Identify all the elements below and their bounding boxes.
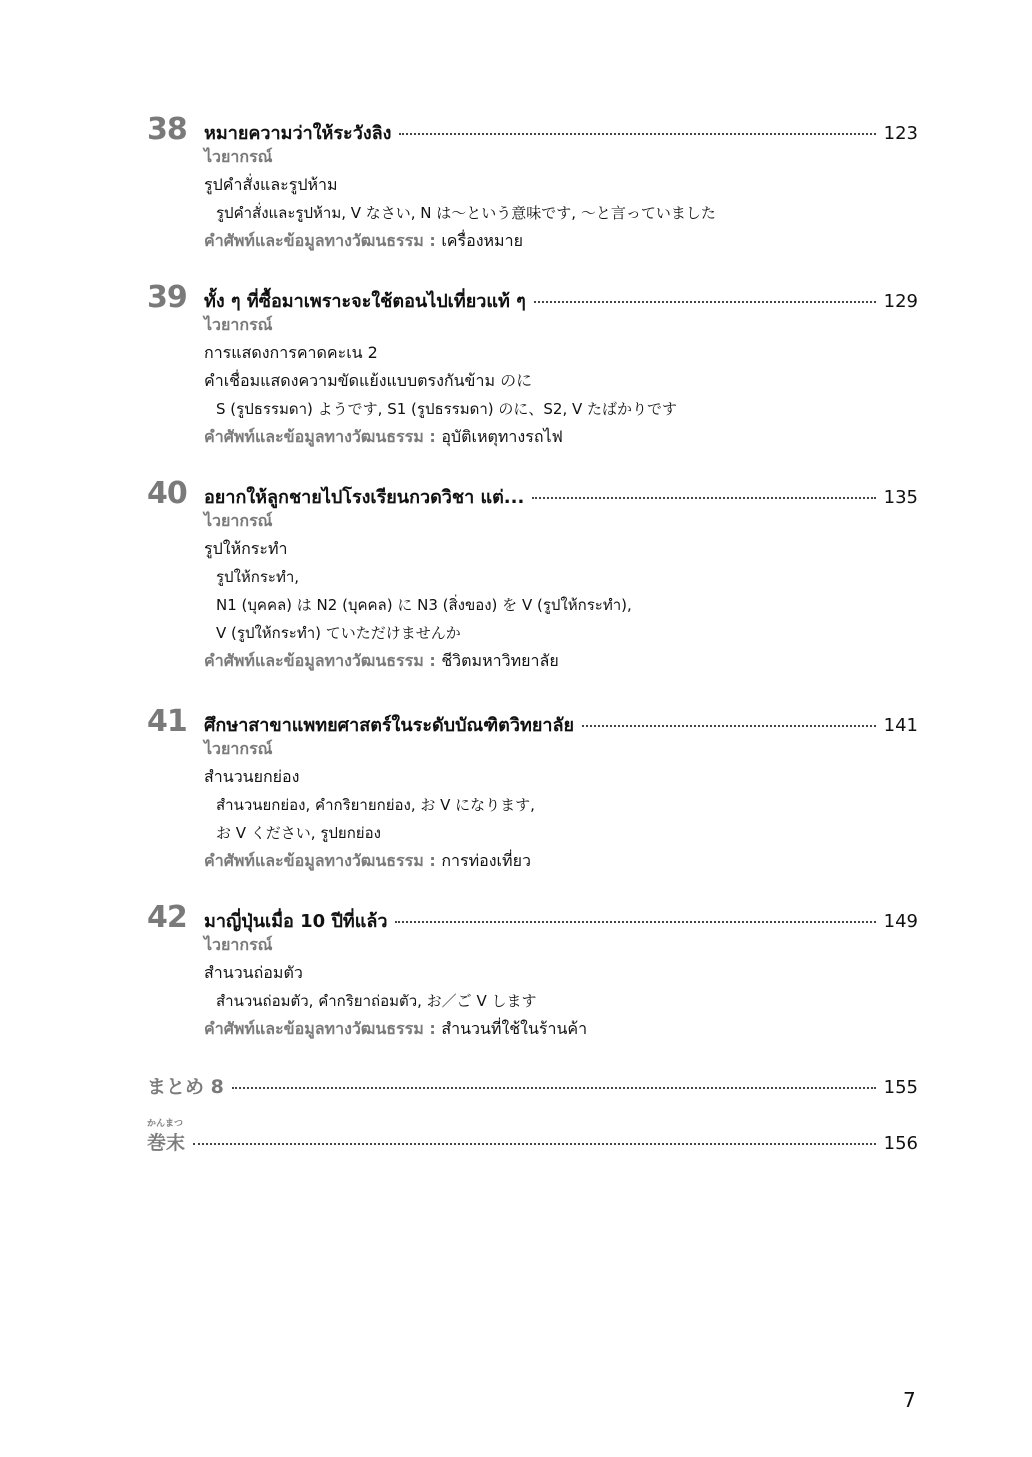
grammar-detail: お V ください, รูปยกย่อง bbox=[216, 824, 381, 842]
vocab-label: คำศัพท์และข้อมูลทางวัฒนธรรม : bbox=[204, 851, 442, 870]
vocab-label: คำศัพท์และข้อมูลทางวัฒนธรรม : bbox=[204, 231, 442, 250]
dot-leader bbox=[534, 300, 876, 303]
dot-leader bbox=[582, 724, 876, 727]
page-number: 123 bbox=[883, 123, 918, 144]
page-number: 149 bbox=[883, 911, 918, 932]
grammar-topic: รูปให้กระทำ bbox=[204, 539, 288, 558]
vocab-line bbox=[204, 426, 563, 448]
appendix-row[interactable] bbox=[147, 1119, 918, 1158]
lesson-number: 38 bbox=[147, 112, 187, 147]
vocab-value: อุบัติเหตุทางรถไฟ bbox=[441, 427, 563, 446]
grammar-topic: การแสดงการคาดคะเน 2 bbox=[204, 343, 378, 362]
dot-leader bbox=[395, 920, 875, 923]
summary-row[interactable] bbox=[147, 1072, 918, 1102]
grammar-heading: ไวยากรณ์ bbox=[204, 935, 273, 954]
lesson-title[interactable]: หมายความว่าให้ระวังลิง bbox=[204, 123, 392, 144]
grammar-detail: S (รูปธรรมดา) ようです, S1 (รูปธรรมดา) のに、S2, V たばかりです bbox=[216, 400, 678, 418]
grammar-topic: สำนวนถ่อมตัว bbox=[204, 963, 303, 982]
vocab-line bbox=[204, 850, 531, 872]
lesson-number: 39 bbox=[147, 280, 187, 315]
dot-leader bbox=[232, 1086, 876, 1089]
lesson-number: 40 bbox=[147, 476, 187, 511]
summary-label[interactable]: まとめ 8 bbox=[147, 1076, 224, 1098]
page-number: 155 bbox=[883, 1077, 918, 1098]
lesson-title-row[interactable] bbox=[204, 118, 918, 146]
lesson-number: 42 bbox=[147, 900, 187, 935]
grammar-heading: ไวยากรณ์ bbox=[204, 739, 273, 758]
vocab-line bbox=[204, 650, 559, 672]
dot-leader bbox=[193, 1142, 876, 1145]
appendix-label-wrap[interactable] bbox=[147, 1119, 186, 1155]
grammar-heading: ไวยากรณ์ bbox=[204, 147, 273, 166]
vocab-value: การท่องเที่ยว bbox=[441, 851, 531, 870]
vocab-label: คำศัพท์และข้อมูลทางวัฒนธรรม : bbox=[204, 1019, 442, 1038]
page-number: 129 bbox=[883, 291, 918, 312]
vocab-value: ชีวิตมหาวิทยาลัย bbox=[441, 651, 559, 670]
grammar-topic: รูปคำสั่งและรูปห้าม bbox=[204, 175, 338, 194]
lesson-title-row[interactable] bbox=[204, 710, 918, 738]
vocab-value: เครื่องหมาย bbox=[441, 231, 523, 250]
grammar-detail: สำนวนถ่อมตัว, คำกริยาถ่อมตัว, お／ご V します bbox=[216, 992, 537, 1010]
lesson-title[interactable]: อยากให้ลูกชายไปโรงเรียนกวดวิชา แต่... bbox=[204, 487, 525, 508]
lesson-title-row[interactable] bbox=[204, 906, 918, 934]
vocab-line bbox=[204, 230, 523, 252]
footer-page-number: 7 bbox=[903, 1388, 916, 1412]
dot-leader bbox=[532, 496, 875, 499]
grammar-detail: V (รูปให้กระทำ) ていただけませんか bbox=[216, 624, 461, 642]
lesson-title[interactable]: ศึกษาสาขาแพทยศาสตร์ในระดับบัณฑิตวิทยาลัย bbox=[204, 715, 575, 736]
grammar-detail: รูปให้กระทำ, bbox=[216, 568, 300, 586]
grammar-topic: คำเชื่อมแสดงความขัดแย้งแบบตรงกันข้าม のに bbox=[204, 371, 533, 390]
lesson-title-row[interactable] bbox=[204, 482, 918, 510]
appendix-label[interactable]: 巻末 bbox=[147, 1132, 186, 1154]
lesson-title[interactable]: ทั้ง ๆ ที่ซื้อมาเพราะจะใช้ตอนไปเที่ยวแท้ ๆ bbox=[204, 291, 526, 312]
grammar-topic: สำนวนยกย่อง bbox=[204, 767, 300, 786]
vocab-line bbox=[204, 1018, 587, 1040]
dot-leader bbox=[399, 132, 875, 135]
page-number: 141 bbox=[883, 715, 918, 736]
lesson-title-row[interactable] bbox=[204, 286, 918, 314]
vocab-value: สำนวนที่ใช้ในร้านค้า bbox=[441, 1019, 588, 1038]
appendix-ruby: かんまつ bbox=[147, 1119, 184, 1129]
grammar-detail: N1 (บุคคล) は N2 (บุคคล) に N3 (สิ่งของ) を V (รูปให้กระทำ), bbox=[216, 596, 632, 614]
grammar-heading: ไวยากรณ์ bbox=[204, 511, 273, 530]
vocab-label: คำศัพท์และข้อมูลทางวัฒนธรรม : bbox=[204, 651, 442, 670]
page-number: 135 bbox=[883, 487, 918, 508]
grammar-detail: รูปคำสั่งและรูปห้าม, V なさい, N は〜という意味です, 〜と言っていました bbox=[216, 204, 716, 222]
grammar-heading: ไวยากรณ์ bbox=[204, 315, 273, 334]
grammar-detail: สำนวนยกย่อง, คำกริยายกย่อง, お V になります, bbox=[216, 796, 535, 814]
lesson-number: 41 bbox=[147, 704, 187, 739]
vocab-label: คำศัพท์และข้อมูลทางวัฒนธรรม : bbox=[204, 427, 442, 446]
page-number: 156 bbox=[883, 1133, 918, 1154]
lesson-title[interactable]: มาญี่ปุ่นเมื่อ 10 ปีที่แล้ว bbox=[204, 911, 388, 932]
